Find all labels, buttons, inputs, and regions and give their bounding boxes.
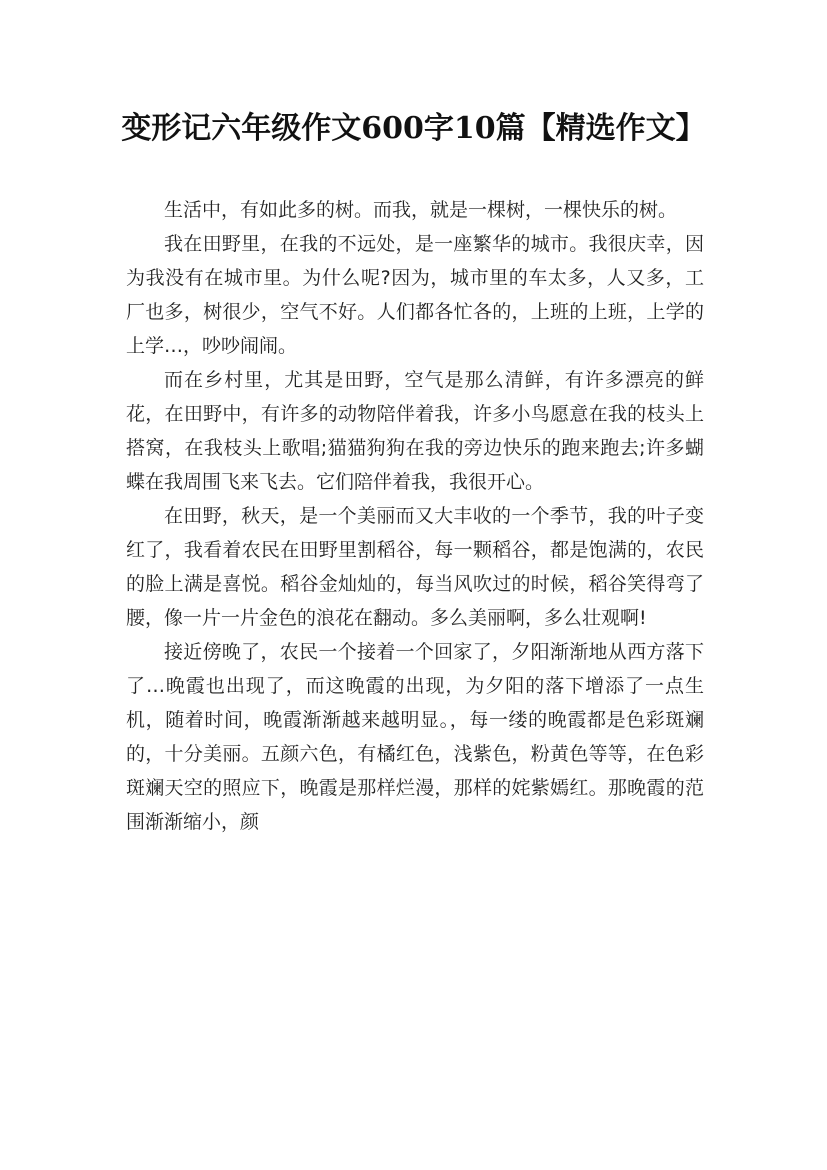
paragraph: 而在乡村里，尤其是田野，空气是那么清鲜，有许多漂亮的鲜花，在田野中，有许多的动物陪伴着我，许多小鸟愿意在我的枝头上搭窝，在我枝头上歌唱;猫猫狗狗在我的旁边快乐的跑来跑去;许多蝴蝶在我周围飞来飞去。它们陪伴着我，我很开心。: [126, 369, 704, 493]
paragraph: 在田野，秋天，是一个美丽而又大丰收的一个季节，我的叶子变红了，我看着农民在田野里割稻谷，每一颗稻谷，都是饱满的，农民的脸上满是喜悦。稻谷金灿灿的，每当风吹过的时候，稻谷笑得弯了腰，像一片一片金色的浪花在翻动。多么美丽啊，多么壮观啊!: [126, 505, 704, 629]
paragraph: 我在田野里，在我的不远处，是一座繁华的城市。我很庆幸，因为我没有在城市里。为什么呢?因为，城市里的车太多，人又多，工厂也多，树很少，空气不好。人们都各忙各的，上班的上班，上学的上学…，吵吵闹闹。: [126, 233, 704, 357]
document-title: 变形记六年级作文600字10篇【精选作文】: [121, 111, 706, 146]
document-body: [126, 193, 704, 839]
paragraph: 接近傍晚了，农民一个接着一个回家了，夕阳渐渐地从西方落下了…晚霞也出现了，而这晚霞的出现，为夕阳的落下增添了一点生机，随着时间，晚霞渐渐越来越明显。，每一缕的晚霞都是色彩斑斓的，十分美丽。五颜六色，有橘红色，浅紫色，粉黄色等等，在色彩斑斓天空的照应下，晚霞是那样烂漫，那样的姹紫嫣红。那晚霞的范围渐渐缩小，颜: [126, 641, 704, 833]
paragraph: 生活中，有如此多的树。而我，就是一棵树，一棵快乐的树。: [164, 199, 678, 221]
